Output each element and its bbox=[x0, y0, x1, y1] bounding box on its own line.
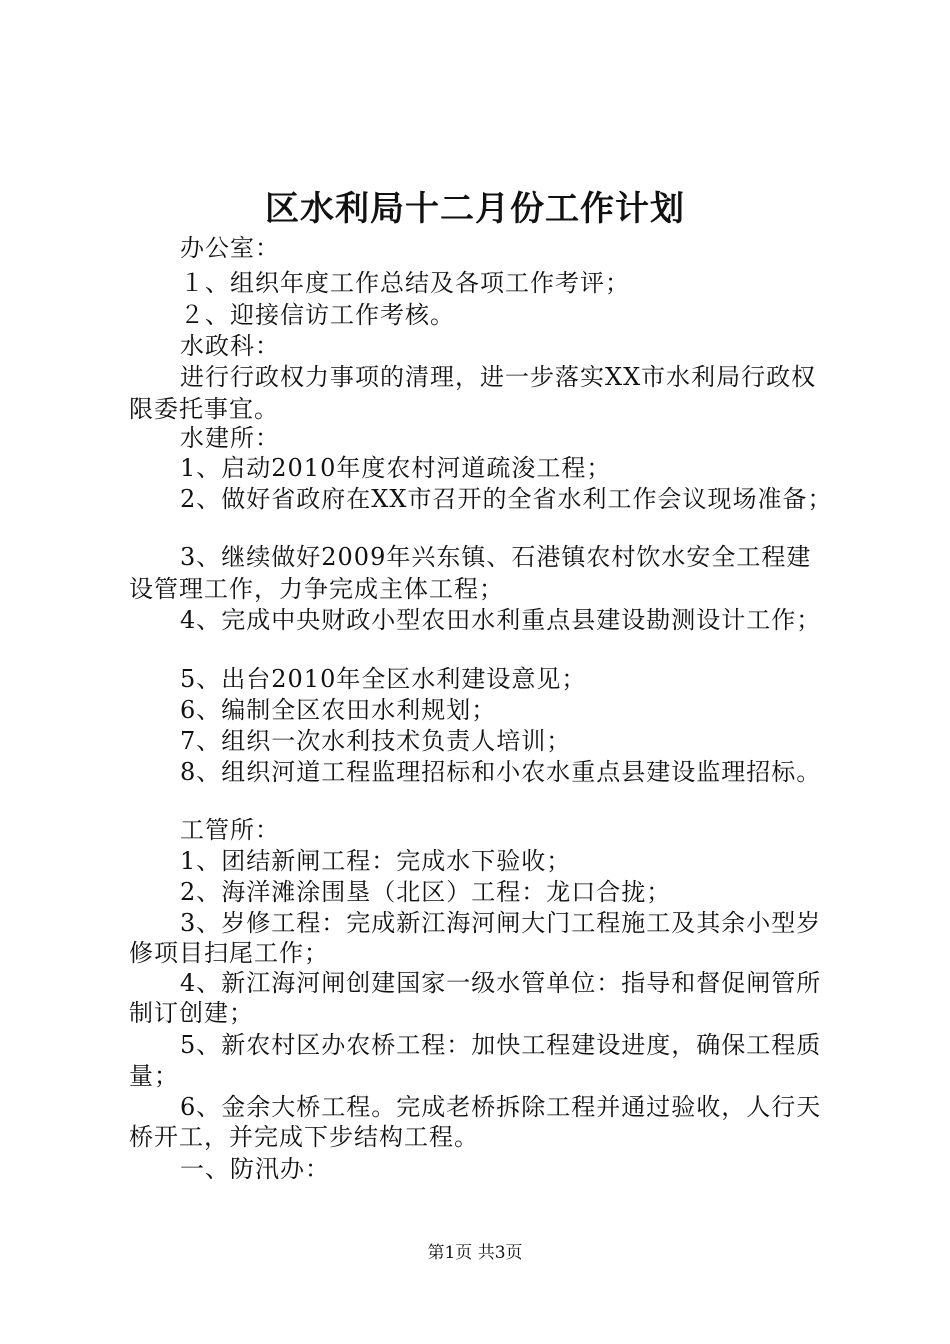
paragraph-line: 1、团结新闸工程：完成水下验收； bbox=[180, 847, 572, 875]
paragraph-line: 2、做好省政府在XX市召开的全省水利工作会议现场准备； bbox=[180, 485, 833, 513]
paragraph-line: 2、海洋滩涂围垦（北区）工程：龙口合拢； bbox=[180, 878, 672, 906]
page-footer: 第1页 共3页 bbox=[427, 1243, 523, 1263]
paragraph-line: 1、启动2010年度农村河道疏浚工程； bbox=[180, 454, 612, 482]
paragraph-line: 4、新江海河闸创建国家一级水管单位：指导和督促闸管所 bbox=[180, 969, 822, 997]
section-heading-water-construction: 水建所： bbox=[180, 424, 280, 452]
paragraph-line: 5、新农村区办农桥工程：加快工程建设进度，确保工程质 bbox=[180, 1031, 822, 1059]
paragraph-line: ２、迎接信访工作考核。 bbox=[180, 301, 455, 329]
paragraph-line: 3、岁修工程：完成新江海河闸大门工程施工及其余小型岁 bbox=[180, 909, 822, 937]
paragraph-line: 设管理工作，力争完成主体工程； bbox=[129, 575, 504, 603]
section-heading-engineering-management: 工管所： bbox=[180, 816, 280, 844]
section-heading-flood-control: 一、防汛办： bbox=[180, 1155, 330, 1183]
paragraph-line: 桥开工，并完成下步结构工程。 bbox=[129, 1123, 479, 1151]
paragraph-line: 8、组织河道工程监理招标和小农水重点县建设监理招标。 bbox=[180, 758, 822, 786]
paragraph-line: 限委托事宜。 bbox=[129, 395, 279, 423]
paragraph-line: 3、继续做好2009年兴东镇、石港镇农村饮水安全工程建 bbox=[180, 543, 812, 571]
paragraph-line: 5、出台2010年全区水利建设意见； bbox=[180, 665, 587, 693]
paragraph-line: １、组织年度工作总结及各项工作考评； bbox=[180, 269, 630, 297]
paragraph-line: 6、编制全区农田水利规划； bbox=[180, 696, 497, 724]
section-heading-water-policy: 水政科： bbox=[180, 332, 280, 360]
section-heading-office: 办公室： bbox=[180, 234, 280, 262]
paragraph-line: 修项目扫尾工作； bbox=[129, 939, 329, 967]
document-title: 区水利局十二月份工作计划 bbox=[265, 189, 685, 229]
paragraph-line: 6、金余大桥工程。完成老桥拆除工程并通过验收，人行天 bbox=[180, 1093, 822, 1121]
paragraph-line: 制订创建； bbox=[129, 999, 254, 1027]
paragraph-line: 量； bbox=[129, 1062, 179, 1090]
paragraph-line: 7、组织一次水利技术负责人培训； bbox=[180, 727, 572, 755]
paragraph-line: 进行行政权力事项的清理，进一步落实XX市水利局行政权 bbox=[180, 363, 817, 391]
paragraph-line: 4、完成中央财政小型农田水利重点县建设勘测设计工作； bbox=[180, 606, 822, 634]
